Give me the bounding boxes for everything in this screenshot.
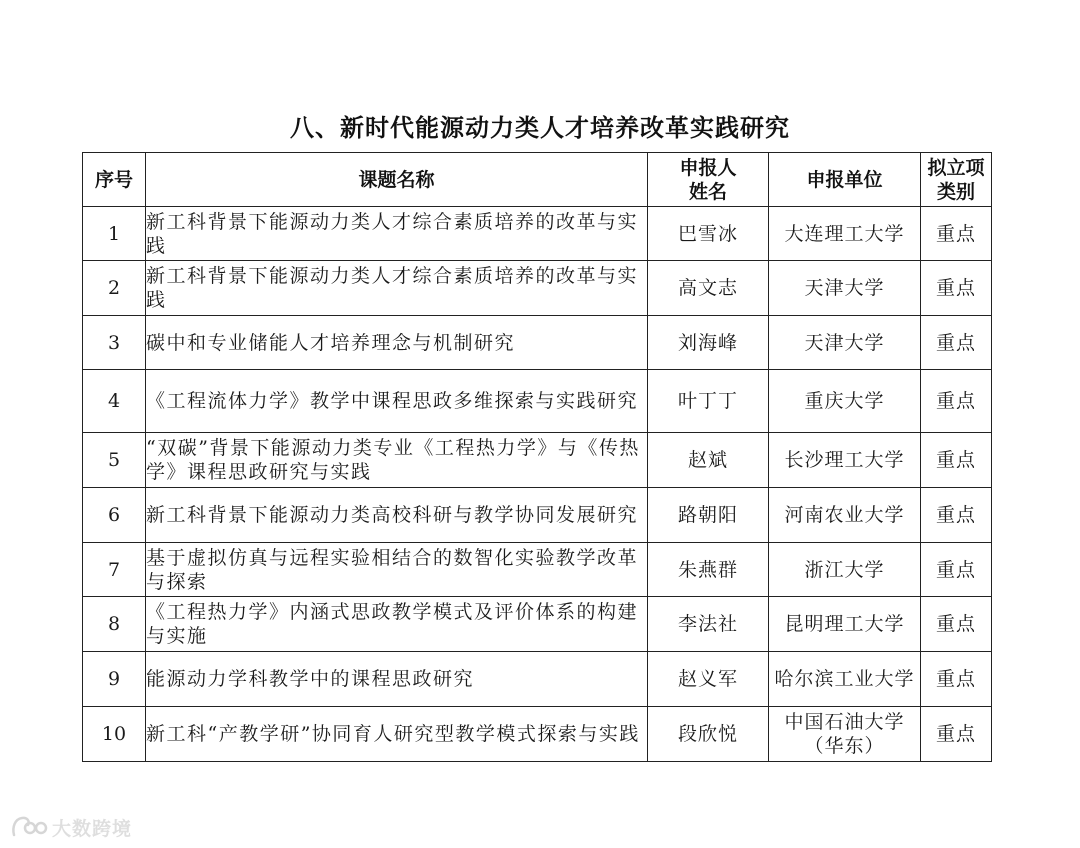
row-index: 7 <box>83 543 146 597</box>
row-applicant-name: 李法社 <box>648 597 769 652</box>
row-category: 重点 <box>921 652 992 707</box>
row-category: 重点 <box>921 261 992 316</box>
header-applicant-name: 申报人 姓名 <box>648 153 769 207</box>
row-applicant-unit: 河南农业大学 <box>769 488 921 543</box>
row-applicant-unit: 重庆大学 <box>769 370 921 433</box>
row-applicant-unit: 浙江大学 <box>769 543 921 597</box>
table-row <box>83 433 992 488</box>
row-title: 碳中和专业储能人才培养理念与机制研究 <box>146 316 648 370</box>
document-title: 八、新时代能源动力类人才培养改革实践研究 <box>290 114 790 142</box>
header-index: 序号 <box>83 153 146 207</box>
row-category: 重点 <box>921 433 992 488</box>
row-title: 新工科“产教学研”协同育人研究型教学模式探索与实践 <box>146 707 648 762</box>
row-index: 9 <box>83 652 146 707</box>
row-applicant-name: 叶丁丁 <box>648 370 769 433</box>
row-title: 新工科背景下能源动力类高校科研与教学协同发展研究 <box>146 488 648 543</box>
header-applicant-unit: 申报单位 <box>769 153 921 207</box>
row-applicant-name: 路朝阳 <box>648 488 769 543</box>
header-title: 课题名称 <box>146 153 648 207</box>
row-applicant-unit: 哈尔滨工业大学 <box>769 652 921 707</box>
row-category: 重点 <box>921 597 992 652</box>
row-title: 能源动力学科教学中的课程思政研究 <box>146 652 648 707</box>
row-index: 3 <box>83 316 146 370</box>
row-index: 10 <box>83 707 146 762</box>
row-applicant-unit: 昆明理工大学 <box>769 597 921 652</box>
row-category: 重点 <box>921 370 992 433</box>
row-category: 重点 <box>921 488 992 543</box>
table-row <box>83 370 992 433</box>
row-applicant-name: 段欣悦 <box>648 707 769 762</box>
table-row <box>83 597 992 652</box>
row-index: 6 <box>83 488 146 543</box>
table-header-row <box>83 153 992 207</box>
row-applicant-unit: 大连理工大学 <box>769 207 921 261</box>
row-index: 8 <box>83 597 146 652</box>
row-index: 5 <box>83 433 146 488</box>
row-applicant-name: 朱燕群 <box>648 543 769 597</box>
table-row <box>83 207 992 261</box>
row-title: 基于虚拟仿真与远程实验相结合的数智化实验教学改革与探索 <box>146 543 648 597</box>
row-title: 《工程热力学》内涵式思政教学模式及评价体系的构建与实施 <box>146 597 648 652</box>
row-applicant-name: 巴雪冰 <box>648 207 769 261</box>
row-index: 2 <box>83 261 146 316</box>
row-applicant-unit: 中国石油大学（华东） <box>769 707 921 762</box>
table-row <box>83 543 992 597</box>
row-applicant-name: 赵义军 <box>648 652 769 707</box>
brand-logo-icon <box>10 815 48 839</box>
watermark-text: 大数跨境 <box>52 817 133 840</box>
row-applicant-name: 赵斌 <box>648 433 769 488</box>
row-applicant-unit: 长沙理工大学 <box>769 433 921 488</box>
row-applicant-unit: 天津大学 <box>769 316 921 370</box>
table-row <box>83 707 992 762</box>
row-category: 重点 <box>921 316 992 370</box>
row-applicant-name: 刘海峰 <box>648 316 769 370</box>
header-category: 拟立项 类别 <box>921 153 992 207</box>
row-title: “双碳”背景下能源动力类专业《工程热力学》与《传热学》课程思政研究与实践 <box>146 433 648 488</box>
row-category: 重点 <box>921 207 992 261</box>
row-title: 新工科背景下能源动力类人才综合素质培养的改革与实践 <box>146 261 648 316</box>
row-category: 重点 <box>921 543 992 597</box>
project-table <box>82 152 992 762</box>
table-row <box>83 488 992 543</box>
row-index: 4 <box>83 370 146 433</box>
row-title: 《工程流体力学》教学中课程思政多维探索与实践研究 <box>146 370 648 433</box>
row-applicant-unit: 天津大学 <box>769 261 921 316</box>
row-title: 新工科背景下能源动力类人才综合素质培养的改革与实践 <box>146 207 648 261</box>
row-category: 重点 <box>921 707 992 762</box>
row-index: 1 <box>83 207 146 261</box>
table-row <box>83 261 992 316</box>
table-row <box>83 316 992 370</box>
watermark <box>10 813 132 841</box>
table-row <box>83 652 992 707</box>
row-applicant-name: 高文志 <box>648 261 769 316</box>
